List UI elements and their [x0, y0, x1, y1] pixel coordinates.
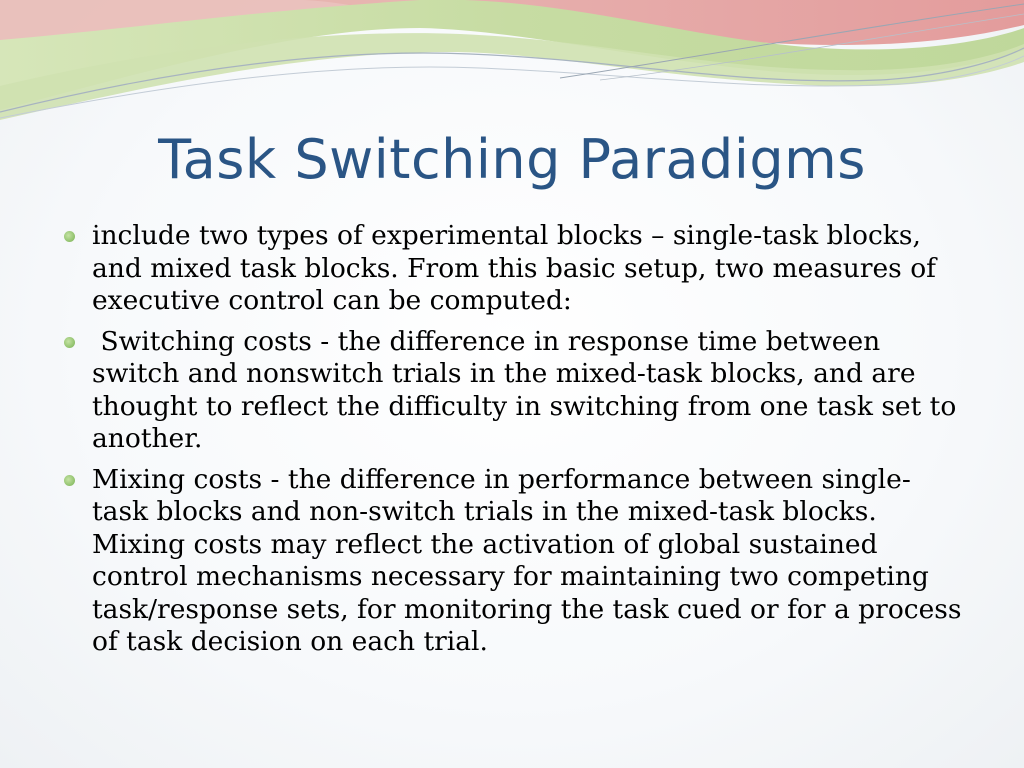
bullet-item: [62, 464, 962, 659]
bullet-dot-icon: [64, 475, 75, 486]
bullet-dot-icon: [64, 231, 75, 242]
bullet-text: Mixing costs - the difference in performance between single-task blocks and non-switch trials in the mixed-task blocks. Mixing costs may reflect the activation of global sustained control mechanisms necessary for maintaining two competing task/response sets, for monitoring the task cued or for a process of task decision on each trial.: [92, 463, 962, 657]
decorative-wave-banner: [0, 0, 1024, 130]
bullet-list: [62, 220, 965, 667]
bullet-item: [62, 220, 962, 318]
bullet-item: [62, 325, 965, 456]
bullet-text: Switching costs - the difference in response time between switch and nonswitch trials in the mixed-task blocks, and are thought to reflect the difficulty in switching from one task set to another.: [92, 325, 965, 454]
bullet-text: include two types of experimental blocks – single-task blocks, and mixed task blocks. From this basic setup, two measures of executive control can be computed:: [92, 220, 936, 316]
slide-title: Task Switching Paradigms: [158, 128, 866, 191]
bullet-dot-icon: [64, 337, 75, 348]
